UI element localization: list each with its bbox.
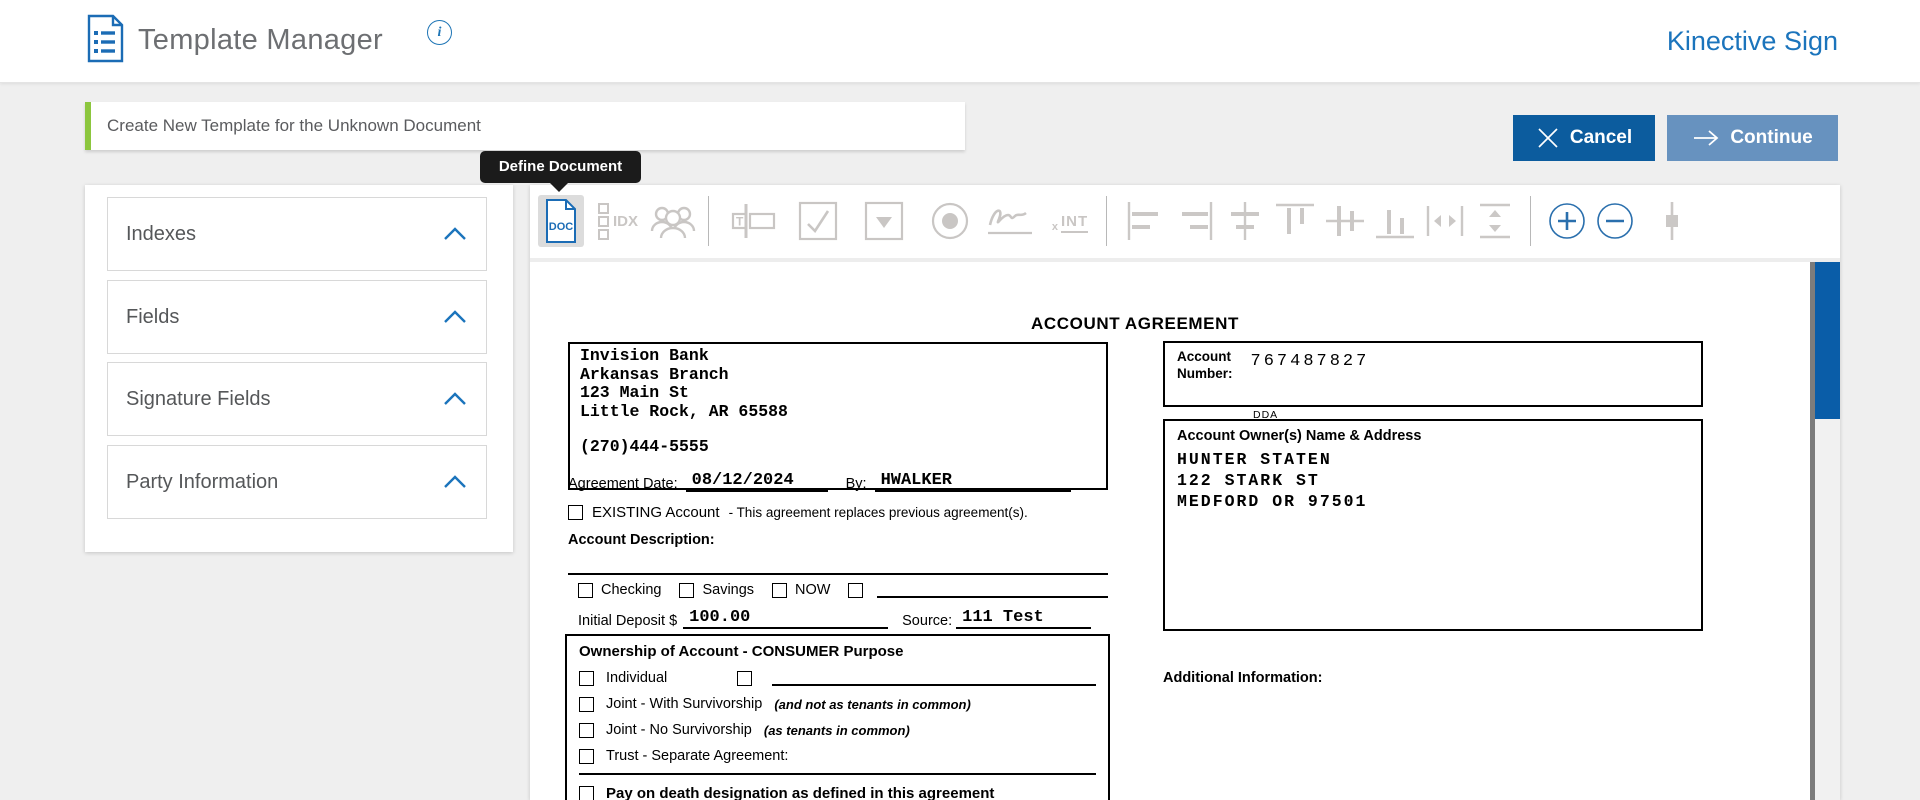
zoom-slider[interactable]	[1652, 195, 1692, 247]
document-page	[530, 262, 1810, 800]
zoom-out-button[interactable]	[1592, 195, 1638, 247]
bank-line: Arkansas Branch	[580, 364, 729, 384]
chevron-up-icon	[442, 391, 468, 407]
parties-tool-icon	[648, 195, 698, 247]
account-number-value: 767487827	[1250, 352, 1370, 371]
joint-no-survivorship-note: (as tenants in common)	[763, 722, 910, 738]
align-bottom-tool-icon	[1372, 195, 1418, 247]
ownership-title: Ownership of Account - CONSUMER Purpose	[579, 643, 904, 660]
sidebar-panel-party-information[interactable]	[107, 445, 487, 519]
account-number-label-line1: Account	[1177, 349, 1231, 364]
bank-phone: (270)444-5555	[580, 437, 709, 456]
tooltip-arrow	[550, 183, 568, 192]
owner-line: MEDFORD OR 97501	[1177, 492, 1368, 511]
source-value: 111 Test	[956, 609, 1091, 629]
idx-label: IDX	[612, 212, 638, 230]
define-document-tooltip	[480, 151, 641, 183]
chevron-up-icon	[442, 474, 468, 490]
bank-line: Little Rock, AR 65588	[580, 401, 788, 421]
status-banner-text: Create New Template for the Unknown Document	[107, 116, 481, 135]
panel-label: Fields	[126, 305, 180, 328]
status-banner	[85, 102, 965, 150]
align-center-tool-icon	[1222, 195, 1268, 247]
info-icon[interactable]	[427, 20, 452, 45]
initials-label: INT	[1061, 213, 1088, 233]
ownership-box	[565, 634, 1110, 800]
ownership-option-trust	[579, 748, 1096, 764]
brand-logo: Kinective Sign	[1666, 26, 1838, 56]
cancel-button[interactable]	[1513, 115, 1655, 161]
doc-glyph-text: DOC	[548, 221, 574, 233]
chevron-up-icon	[442, 309, 468, 325]
align-left-tool-icon	[1122, 195, 1168, 247]
initials-prefix: x	[1051, 221, 1058, 233]
distribute-vertical-tool-icon	[1472, 195, 1518, 247]
trust-label: Trust - Separate Agreement:	[606, 748, 789, 764]
document-workspace	[530, 185, 1840, 800]
initials-field-tool-icon	[1044, 195, 1096, 247]
ownership-option-joint-no-survivorship	[579, 722, 1096, 738]
ownership-option-joint-survivorship	[579, 696, 1096, 712]
bank-info-box	[568, 342, 1108, 490]
define-document-button[interactable]	[538, 195, 584, 247]
existing-description: - This agreement replaces previous agreement(s).	[728, 505, 1028, 520]
sidebar	[85, 185, 513, 552]
viewer-scrollbar-thumb[interactable]	[1815, 262, 1840, 419]
panel-label: Party Information	[126, 470, 279, 493]
individual-label: Individual	[606, 670, 668, 686]
initial-deposit-row	[578, 609, 1108, 629]
checkbox-savings	[679, 583, 694, 598]
checkbox-now	[772, 583, 787, 598]
sidebar-panel-indexes[interactable]	[107, 197, 487, 271]
savings-label: Savings	[702, 582, 755, 598]
document-title: ACCOUNT AGREEMENT	[1031, 314, 1239, 333]
account-number-label	[1177, 348, 1233, 382]
existing-account-row	[568, 504, 1028, 521]
deposit-value: 100.00	[683, 609, 888, 629]
pay-on-death-label: Pay on death designation as defined in this agreement	[606, 785, 995, 800]
distribute-horizontal-tool-icon	[1422, 195, 1468, 247]
other-type-blank	[877, 582, 1108, 598]
text-field-tool-icon	[728, 195, 780, 247]
owner-line: HUNTER STATEN	[1177, 450, 1332, 469]
toolbar-separator	[708, 196, 709, 246]
document-viewer	[530, 262, 1840, 800]
app-header	[0, 0, 1920, 83]
signature-field-tool-icon	[982, 195, 1038, 247]
now-label: NOW	[795, 582, 831, 598]
ownership-divider	[579, 773, 1096, 775]
checkbox-individual	[579, 671, 594, 686]
divider-line	[568, 573, 1108, 575]
owner-line: 122 STARK ST	[1177, 471, 1320, 490]
by-value: HWALKER	[875, 472, 1071, 492]
info-glyph: i	[437, 25, 442, 40]
cancel-label: Cancel	[1569, 127, 1633, 148]
agreement-date-row	[568, 472, 1128, 492]
idx-squares-icon	[598, 202, 609, 241]
chevron-up-icon	[442, 226, 468, 242]
toolbar-separator	[1530, 196, 1531, 246]
individual-blank	[772, 670, 1096, 686]
checkbox-checking	[578, 583, 593, 598]
ownership-option-individual	[579, 670, 1096, 686]
agreement-date-value: 08/12/2024	[686, 472, 828, 492]
checkbox-existing	[568, 505, 583, 520]
align-top-tool-icon	[1272, 195, 1318, 247]
joint-no-survivorship-label: Joint - No Survivorship	[606, 722, 752, 738]
account-owner-label: Account Owner(s) Name & Address	[1177, 428, 1422, 444]
account-owner-box	[1163, 419, 1703, 631]
checking-label: Checking	[601, 582, 662, 598]
source-label: Source:	[902, 613, 953, 629]
panel-label: Signature Fields	[126, 387, 271, 410]
page-title: Template Manager	[138, 24, 383, 56]
sidebar-panel-signature-fields[interactable]	[107, 362, 487, 436]
zoom-in-button[interactable]	[1544, 195, 1590, 247]
cancel-x-icon	[1536, 126, 1560, 150]
template-manager-icon	[85, 14, 125, 64]
viewer-scrollbar-track[interactable]	[1815, 262, 1840, 800]
agreement-date-label: Agreement Date:	[568, 476, 678, 492]
account-number-label-line2: Number:	[1177, 366, 1233, 381]
checkbox-joint-survivorship	[579, 697, 594, 712]
arrow-right-icon	[1692, 129, 1720, 147]
align-middle-tool-icon	[1322, 195, 1368, 247]
joint-survivorship-note: (and not as tenants in common)	[774, 696, 971, 712]
checkbox-field-tool-icon	[794, 195, 842, 247]
continue-button[interactable]	[1667, 115, 1838, 161]
checkbox-joint-no-survivorship	[579, 723, 594, 738]
toolbar	[530, 185, 1840, 262]
panel-label: Indexes	[126, 222, 197, 245]
account-type-code: DDA	[1253, 409, 1279, 421]
checkbox-other-type	[848, 583, 863, 598]
deposit-label: Initial Deposit $	[578, 613, 678, 629]
tooltip-text: Define Document	[498, 158, 623, 175]
continue-label: Continue	[1730, 127, 1813, 148]
bank-line: Invision Bank	[580, 346, 709, 365]
joint-survivorship-label: Joint - With Survivorship	[606, 696, 763, 712]
svg-text:T: T	[736, 214, 744, 229]
dropdown-field-tool-icon	[860, 195, 908, 247]
account-number-box	[1163, 341, 1703, 407]
bank-line: 123 Main St	[580, 383, 689, 402]
indexes-tool-button	[592, 195, 644, 247]
additional-information-label: Additional Information:	[1163, 670, 1323, 686]
checkbox-pay-on-death	[579, 786, 594, 800]
account-owner-lines	[1177, 449, 1689, 512]
by-label: By:	[845, 476, 867, 492]
pay-on-death-row	[579, 785, 1096, 800]
align-right-tool-icon	[1172, 195, 1218, 247]
account-type-row	[578, 582, 1108, 598]
account-description-label: Account Description:	[568, 532, 715, 548]
checkbox-individual-other	[737, 671, 752, 686]
checkbox-trust	[579, 749, 594, 764]
existing-label: EXISTING Account	[592, 504, 720, 521]
toolbar-separator	[1106, 196, 1107, 246]
sidebar-panel-fields[interactable]	[107, 280, 487, 354]
radio-field-tool-icon	[926, 195, 974, 247]
